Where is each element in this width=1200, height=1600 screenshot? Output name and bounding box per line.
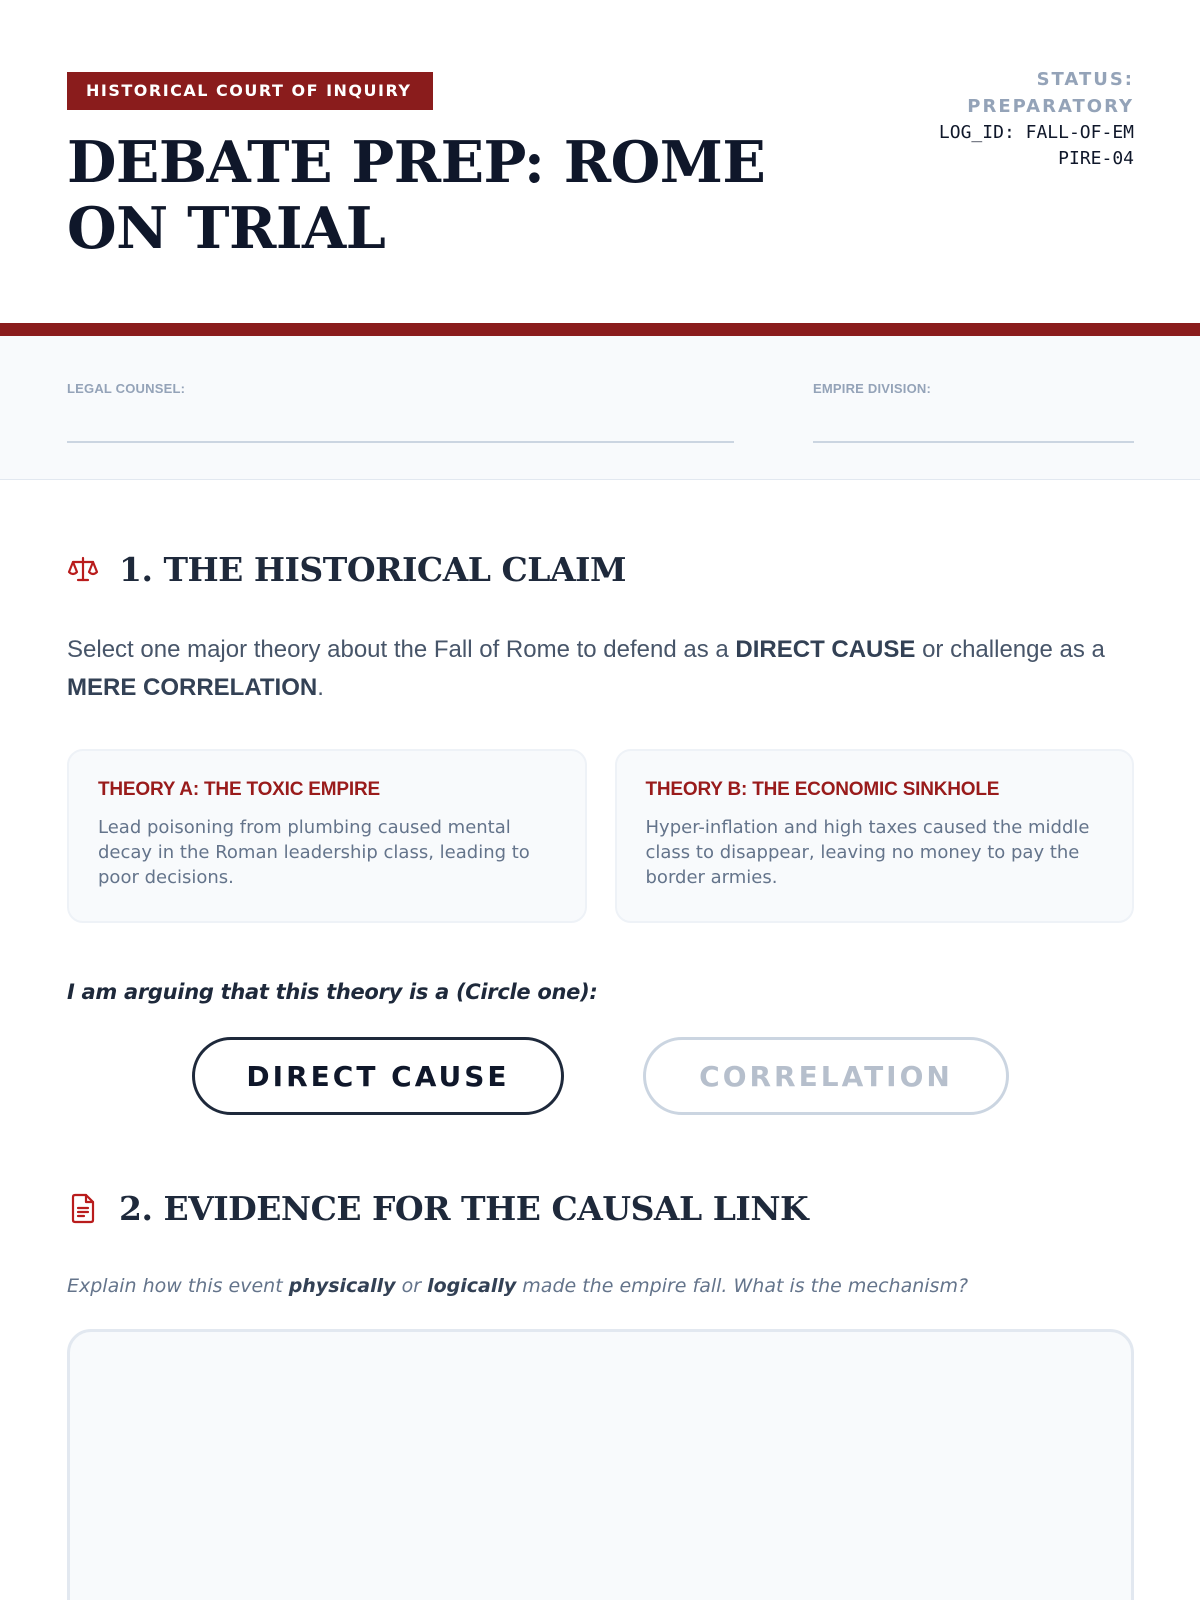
section-title: 2. EVIDENCE FOR THE CAUSAL LINK <box>119 1188 809 1228</box>
status-block <box>934 66 1134 172</box>
theory-grid <box>67 749 1134 923</box>
scales-icon <box>67 553 99 585</box>
evidence-logically: logically <box>427 1275 517 1297</box>
log-id: LOG_ID: FALL-OF-EMPIRE-04 <box>938 122 1134 169</box>
legal-counsel-label: LEGAL COUNSEL: <box>67 381 186 396</box>
circle-prompt: I am arguing that this theory is a (Circle one): <box>67 980 598 1004</box>
page-title: DEBATE PREP: ROME ON TRIAL <box>67 129 766 262</box>
section-evidence <box>67 1188 1134 1228</box>
counsel-band <box>0 336 1200 480</box>
intro-text-middle: or challenge as a <box>915 636 1105 663</box>
theory-card-b <box>615 749 1135 923</box>
section-heading <box>67 1188 1134 1228</box>
claim-intro <box>67 631 1134 707</box>
intro-mere-correlation: MERE CORRELATION <box>67 674 318 701</box>
intro-text-end: . <box>317 674 324 701</box>
header-divider <box>0 323 1200 336</box>
theory-body: Lead poisoning from plumbing caused mental decay in the Roman leadership class, leading to poor decisions. <box>98 817 530 888</box>
intro-text <box>67 631 1134 707</box>
theory-card-a <box>67 749 587 923</box>
status-label: STATUS: PREPARATORY <box>967 69 1134 117</box>
header <box>0 0 1200 323</box>
evidence-prompt-end: made the empire fall. What is the mechanism? <box>516 1275 969 1297</box>
correlation-option[interactable]: CORRELATION <box>643 1037 1009 1115</box>
legal-counsel-input[interactable] <box>67 441 734 443</box>
evidence-answer-box[interactable] <box>67 1329 1134 1600</box>
empire-division-label: EMPIRE DIVISION: <box>813 381 932 396</box>
theory-title: THEORY A: THE TOXIC EMPIRE <box>98 779 380 800</box>
evidence-prompt-row <box>67 1275 1134 1297</box>
section-title: 1. THE HISTORICAL CLAIM <box>119 549 627 589</box>
section-heading <box>67 549 1134 589</box>
theory-body: Hyper-inflation and high taxes caused the middle class to disappear, leaving no money to pay the border armies. <box>645 817 1090 888</box>
empire-division-field <box>813 381 1134 443</box>
empire-division-input[interactable] <box>813 441 1134 443</box>
document-icon <box>67 1192 99 1224</box>
circle-prompt-row <box>67 980 1134 1004</box>
evidence-physically: physically <box>288 1275 396 1297</box>
evidence-prompt <box>67 1275 1134 1297</box>
court-badge: HISTORICAL COURT OF INQUIRY <box>67 72 433 110</box>
legal-counsel-field <box>67 381 734 443</box>
section-historical-claim <box>67 549 1134 589</box>
direct-cause-option[interactable]: DIRECT CAUSE <box>192 1037 564 1115</box>
evidence-prompt-start: Explain how this event <box>67 1275 289 1297</box>
theory-title: THEORY B: THE ECONOMIC SINKHOLE <box>645 779 1000 800</box>
intro-direct-cause: DIRECT CAUSE <box>735 636 916 663</box>
evidence-prompt-middle: or <box>395 1275 428 1297</box>
intro-text-start: Select one major theory about the Fall of Rome to defend as a <box>67 636 736 663</box>
